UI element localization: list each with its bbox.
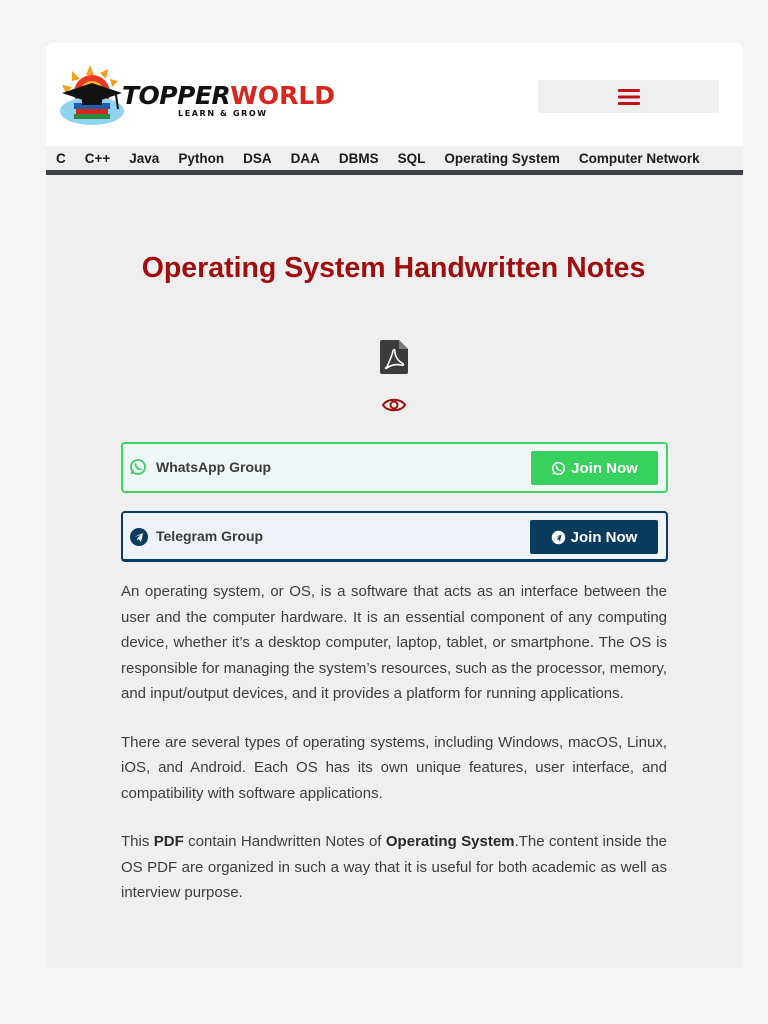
nav-item-java[interactable]: Java — [129, 150, 160, 166]
whatsapp-icon — [551, 461, 566, 476]
paragraph-types: There are several types of operating systems, including Windows, macOS, Linux, iOS, and Android. Each OS has its own unique features, user interface, and compatibility with software applications. — [121, 733, 667, 802]
page-container — [46, 43, 743, 968]
nav-item-c[interactable]: C — [56, 150, 66, 166]
whatsapp-group-box — [121, 442, 668, 493]
telegram-group-label: Telegram Group — [156, 528, 264, 544]
logo-tagline: LEARN & GROW — [178, 109, 268, 118]
nav-item-python[interactable]: Python — [178, 150, 225, 166]
nav-item-dbms[interactable]: DBMS — [338, 150, 379, 166]
telegram-group-box — [121, 511, 668, 562]
whatsapp-join-button[interactable] — [531, 451, 658, 485]
article-body — [121, 579, 667, 929]
whatsapp-icon — [129, 458, 147, 476]
telegram-icon — [129, 527, 149, 547]
site-header — [46, 43, 743, 146]
paragraph-pdf-info: This PDF contain Handwritten Notes of Operating System.The content inside the OS PDF are organized in such a way that it is useful for both academic as well as interview purpose. — [121, 833, 667, 901]
paragraph-intro: An operating system, or OS, is a software that acts as an interface between the user and the computer hardware. It is an essential component of any computing device, whether it’s a desktop computer, laptop, tablet, or smartphone. The OS is responsible for managing the system’s resources, such as the processor, memory, and input/output devices, and it provides a platform for running applications. — [121, 583, 667, 702]
nav-item-computer-network[interactable]: Computer Network — [578, 150, 700, 166]
nav-item-dsa[interactable]: DSA — [243, 150, 272, 166]
hamburger-icon — [618, 89, 640, 105]
telegram-join-button[interactable] — [530, 520, 658, 554]
nav-item-sql[interactable]: SQL — [397, 150, 426, 166]
nav-item-daa[interactable]: DAA — [290, 150, 320, 166]
eye-icon — [382, 397, 406, 413]
logo-wordmark: TOPPERWORLD — [122, 81, 336, 110]
page-title: Operating System Handwritten Notes — [141, 252, 646, 284]
site-logo[interactable] — [56, 63, 336, 133]
telegram-icon — [551, 530, 566, 545]
file-pdf-icon[interactable] — [380, 340, 408, 374]
topic-nav — [46, 146, 743, 175]
menu-toggle-button[interactable] — [538, 80, 719, 113]
whatsapp-join-label: Join Now — [571, 459, 638, 477]
telegram-join-label: Join Now — [570, 528, 638, 546]
nav-item-cpp[interactable]: C++ — [84, 150, 111, 166]
whatsapp-group-label: WhatsApp Group — [156, 459, 272, 475]
nav-item-operating-system[interactable]: Operating System — [444, 150, 560, 166]
